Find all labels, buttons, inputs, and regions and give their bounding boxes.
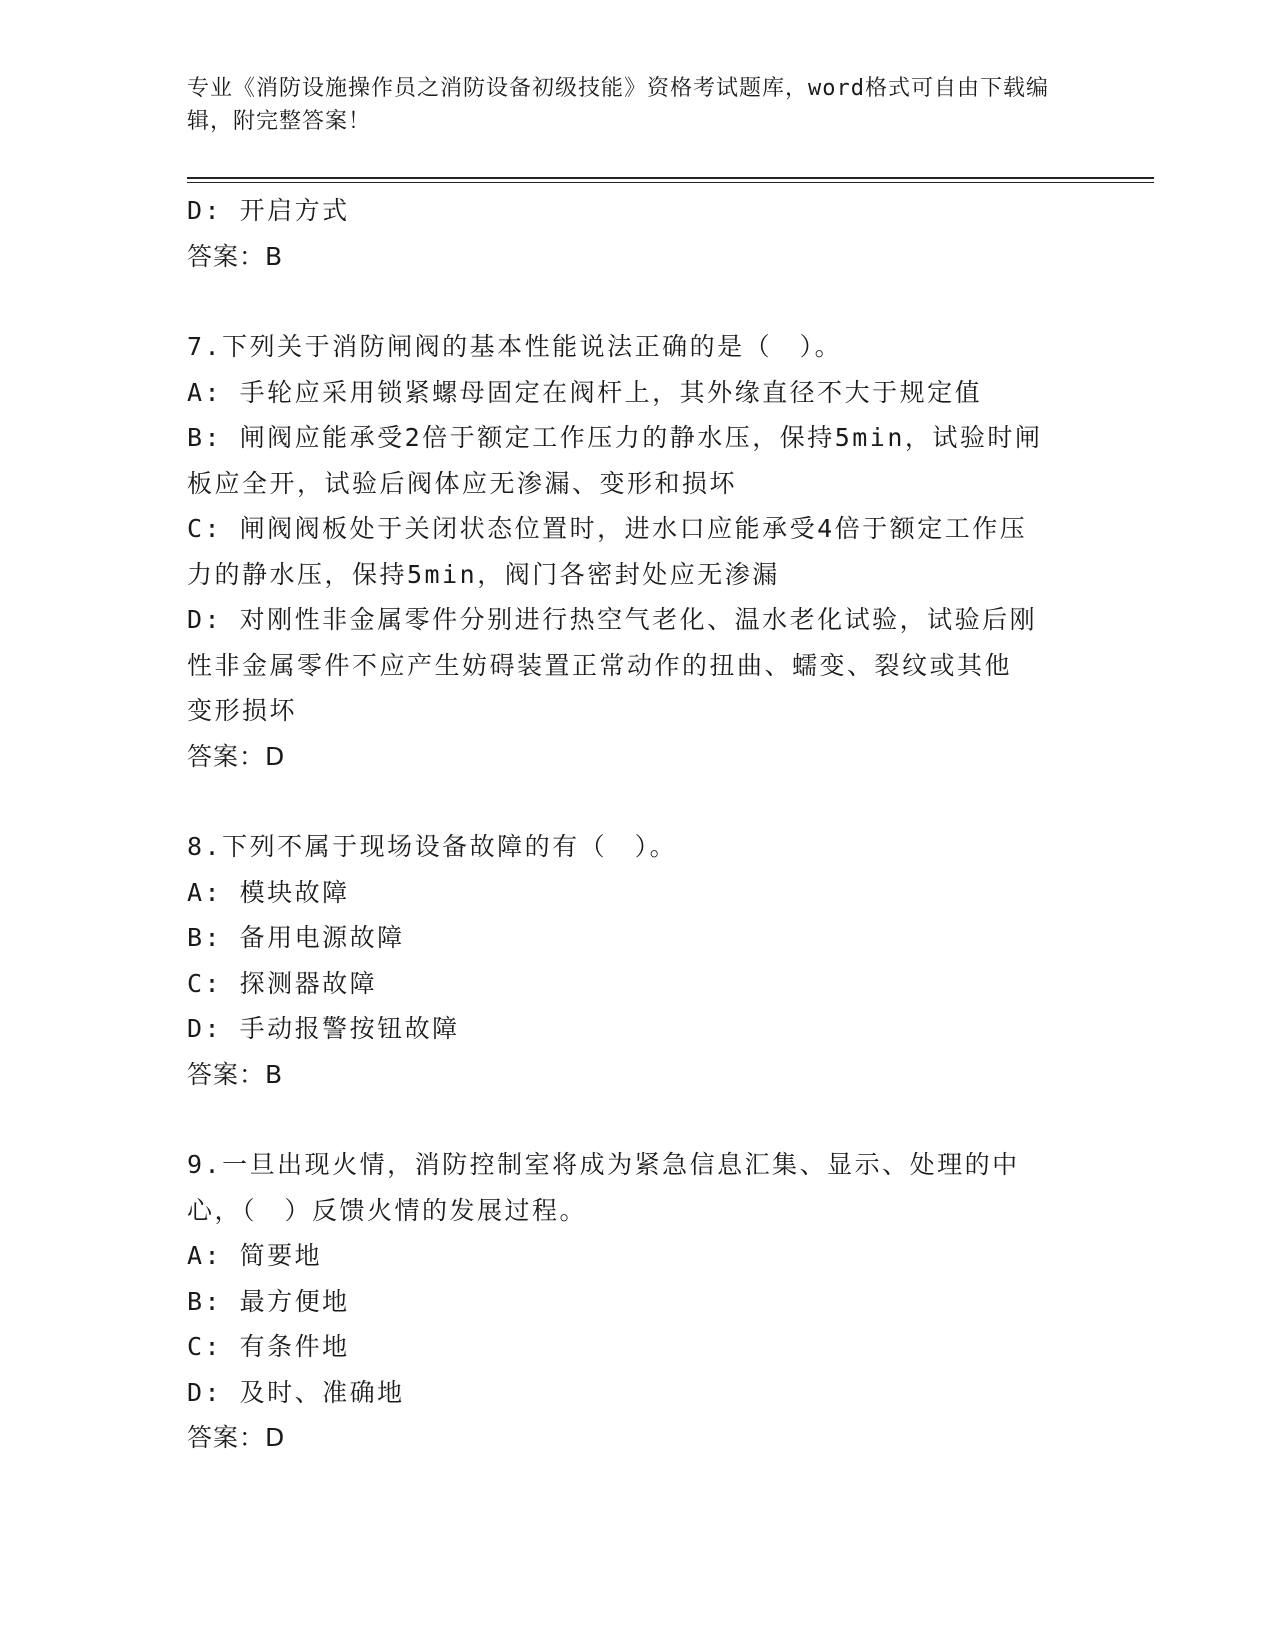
option-line: B: 闸阀应能承受2倍于额定工作压力的静水压，保持5min，试验时闸 — [187, 423, 1043, 452]
question-stem: 7.下列关于消防闸阀的基本性能说法正确的是（ ）。 — [187, 332, 843, 361]
option-line: D: 及时、准确地 — [187, 1377, 405, 1407]
option-line: D: 手动报警按钮故障 — [187, 1014, 460, 1043]
carryover-option-d: D: 开启方式 — [187, 196, 350, 225]
option-line: 变形损坏 — [187, 696, 298, 725]
question-block — [187, 1142, 1087, 1461]
spacer — [187, 1097, 1087, 1142]
question-block — [187, 324, 1087, 824]
option-line: B: 备用电源故障 — [187, 923, 405, 952]
header-rule-thin — [187, 182, 1154, 183]
question-content — [187, 188, 1087, 1461]
option-line: 力的静水压，保持5min，阀门各密封处应无渗漏 — [187, 559, 780, 589]
question-stem: 8.下列不属于现场设备故障的有（ ）。 — [187, 832, 678, 861]
spacer — [187, 779, 1087, 824]
answer-line: 答案：B — [187, 1059, 284, 1089]
option-line: 板应全开，试验后阀体应无渗漏、变形和损坏 — [187, 468, 738, 498]
answer-line: 答案：D — [187, 1423, 286, 1452]
question-block — [187, 824, 1087, 1142]
carryover-answer: 答案：B — [187, 241, 284, 271]
option-line: C: 闸阀阀板处于关闭状态位置时，进水口应能承受4倍于额定工作压 — [187, 514, 1028, 543]
document-header: 专业《消防设施操作员之消防设备初级技能》资格考试题库，word格式可自由下载编辑，附完整答案！ — [187, 76, 1049, 134]
answer-line: 答案：D — [187, 741, 286, 771]
question-list — [187, 324, 1087, 1461]
option-line: C: 探测器故障 — [187, 968, 378, 998]
question-stem: 心，（ ）反馈火情的发展过程。 — [187, 1195, 588, 1225]
option-line: A: 手轮应采用锁紧螺母固定在阀杆上，其外缘直径不大于规定值 — [187, 377, 983, 407]
spacer — [187, 279, 1087, 324]
option-line: B: 最方便地 — [187, 1286, 350, 1316]
option-line: 性非金属零件不应产生妨碍装置正常动作的扭曲、蠕变、裂纹或其他 — [187, 650, 1013, 680]
header-rule-thick — [187, 177, 1154, 179]
option-line: C: 有条件地 — [187, 1332, 350, 1361]
question-stem: 9.一旦出现火情，消防控制室将成为紧急信息汇集、显示、处理的中 — [187, 1150, 1020, 1179]
option-line: A: 模块故障 — [187, 877, 350, 907]
option-line: D: 对刚性非金属零件分别进行热空气老化、温水老化试验，试验后刚 — [187, 605, 1038, 634]
option-line: A: 简要地 — [187, 1241, 323, 1270]
